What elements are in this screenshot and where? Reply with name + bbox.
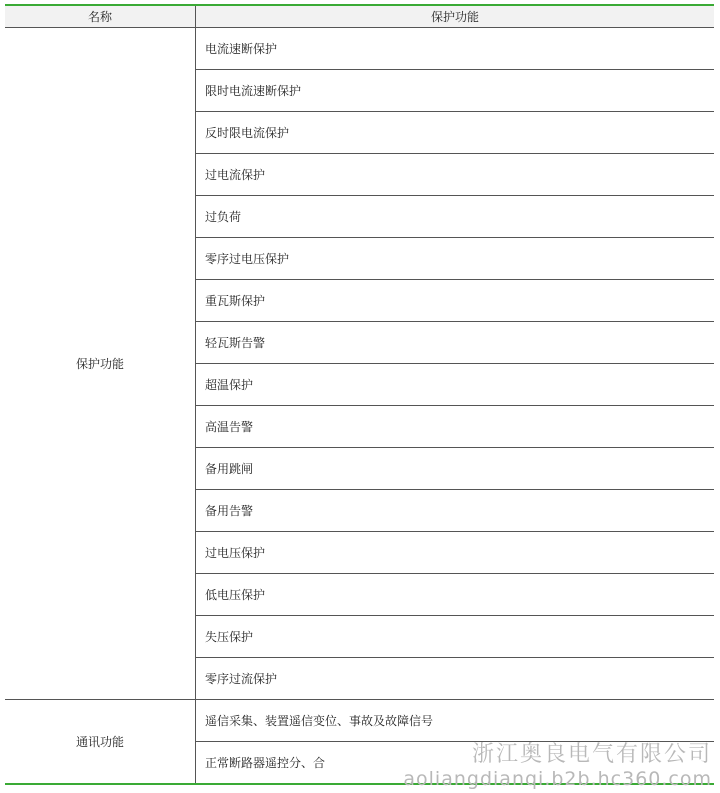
- table-row: 零序过流保护: [205, 672, 278, 686]
- watermark-company: 浙江奥良电气有限公司: [471, 742, 712, 767]
- table-row: 过负荷: [196, 196, 714, 238]
- table-row: 超温保护: [196, 364, 714, 406]
- table-row: 重瓦斯保护: [196, 280, 714, 322]
- group-name-cell: 保护功能: [5, 28, 196, 699]
- table-row: 反时限电流保护: [196, 112, 714, 154]
- table-row: 限时电流速断保护: [196, 70, 714, 112]
- table-row: 遥信采集、装置遥信变位、事故及故障信号: [196, 700, 714, 742]
- table-row: 低电压保护: [196, 574, 714, 616]
- watermark-url: aoliangdianqi.b2b.hc360.com: [403, 768, 712, 790]
- header-function-cell: 保护功能: [430, 10, 479, 24]
- table-row: 正常断路器遥控分、合: [205, 756, 326, 770]
- group-name-cell: 通讯功能: [5, 700, 196, 783]
- table-row: 备用告警: [196, 490, 714, 532]
- table-header-row: [5, 6, 714, 28]
- table-row: 过电流保护: [196, 154, 714, 196]
- table-row: 轻瓦斯告警: [196, 322, 714, 364]
- group-items: [196, 28, 714, 699]
- header-name-cell: 名称: [5, 6, 196, 27]
- group-communication: [5, 700, 714, 783]
- table-row: 过电压保护: [196, 532, 714, 574]
- table-row: 零序过电压保护: [196, 238, 714, 280]
- group-protection: [5, 28, 714, 700]
- table-row: 失压保护: [196, 616, 714, 658]
- group-items: [196, 700, 714, 783]
- table-row: 电流速断保护: [196, 28, 714, 70]
- protection-function-table: [5, 4, 714, 785]
- table-row: 高温告警: [196, 406, 714, 448]
- table-row: 备用跳闸: [196, 448, 714, 490]
